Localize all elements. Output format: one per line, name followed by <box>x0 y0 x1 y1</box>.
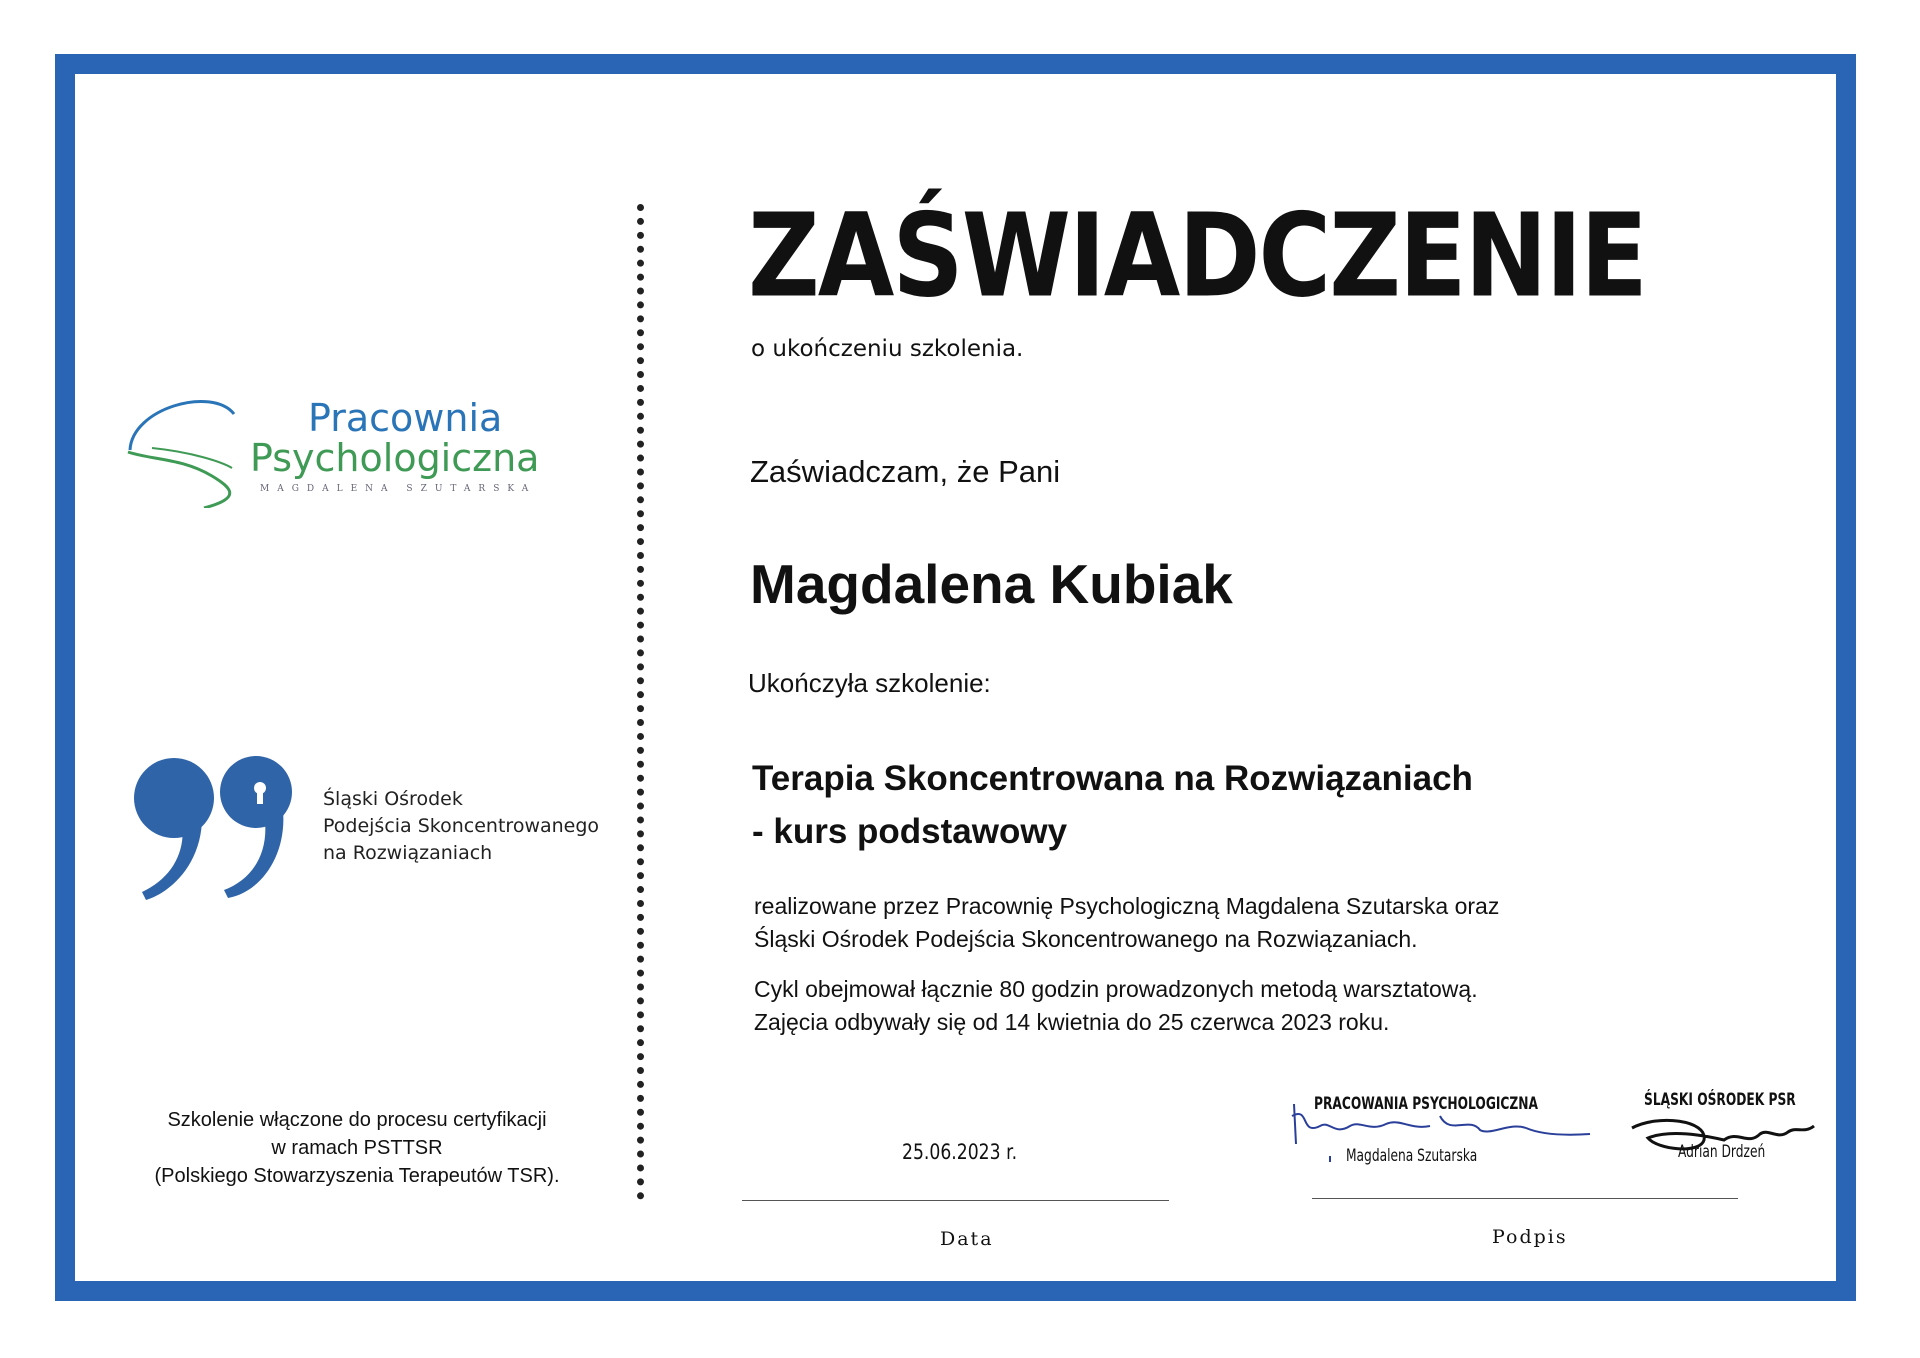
organizers-paragraph <box>754 890 1499 956</box>
stamp-org-pracownia: PRACOWANIA PSYCHOLOGICZNA <box>1314 1094 1539 1114</box>
course-line2: - kurs podstawowy <box>752 812 1068 851</box>
recipient-name: Magdalena Kubiak <box>750 553 1233 615</box>
logo-slaski-osrodek <box>323 786 599 867</box>
para1-line2: Śląski Ośrodek Podejścia Skoncentrowanego na Rozwiązaniach. <box>754 926 1418 952</box>
date-line <box>742 1200 1169 1201</box>
certificate-intro: Zaświadczam, że Pani <box>750 454 1061 489</box>
signature-label: Podpis <box>1492 1226 1568 1248</box>
date-value: 25.06.2023 r. <box>902 1140 1018 1164</box>
quote-mark-icon <box>132 752 302 907</box>
signature-szutarska-icon <box>1290 1096 1600 1166</box>
course-name <box>752 752 1473 858</box>
para2-line1: Cykl obejmował łącznie 80 godzin prowadzonych metodą warsztatową. <box>754 976 1478 1002</box>
para1-line1: realizowane przez Pracownię Psychologiczną Magdalena Szutarska oraz <box>754 893 1500 919</box>
cert-note-line2: w ramach PSTTSR <box>271 1137 443 1159</box>
logo-pracownia-psychologiczna <box>122 388 592 508</box>
date-label: Data <box>940 1228 994 1250</box>
certification-note <box>122 1106 592 1190</box>
para2-line2: Zajęcia odbywały się od 14 kwietnia do 25 czerwca 2023 roku. <box>754 1009 1390 1035</box>
dotted-divider <box>637 204 644 1200</box>
stamp-name-drdzen: Adrian Drdzeń <box>1678 1142 1766 1162</box>
logo-subtitle: MAGDALENA SZUTARSKA <box>260 484 537 494</box>
completed-label: Ukończyła szkolenie: <box>748 668 991 698</box>
certificate-subtitle: o ukończeniu szkolenia. <box>751 336 1024 362</box>
cert-note-line1: Szkolenie włączone do procesu certyfikacji <box>167 1109 547 1131</box>
signature-drdzen-icon <box>1628 1110 1818 1160</box>
signature-line <box>1312 1198 1738 1199</box>
logo2-line1: Śląski Ośrodek <box>323 788 463 810</box>
certificate-title: ZAŚWIADCZENIE <box>748 190 1646 324</box>
stamp-name-szutarska: Magdalena Szutarska <box>1346 1146 1478 1166</box>
logo-title-line1: Pracownia <box>308 396 503 440</box>
logo2-line2: Podejścia Skoncentrowanego <box>323 815 600 837</box>
cert-note-line3: (Polskiego Stowarzyszenia Terapeutów TSR). <box>154 1165 560 1187</box>
duration-paragraph <box>754 973 1478 1039</box>
logo-title-line2: Psychologiczna <box>250 436 540 480</box>
logo2-line3: na Rozwiązaniach <box>323 842 493 864</box>
stamp-org-slaski: ŚLĄSKI OŚRODEK PSR <box>1644 1090 1796 1110</box>
course-line1: Terapia Skoncentrowana na Rozwiązaniach <box>752 759 1473 798</box>
